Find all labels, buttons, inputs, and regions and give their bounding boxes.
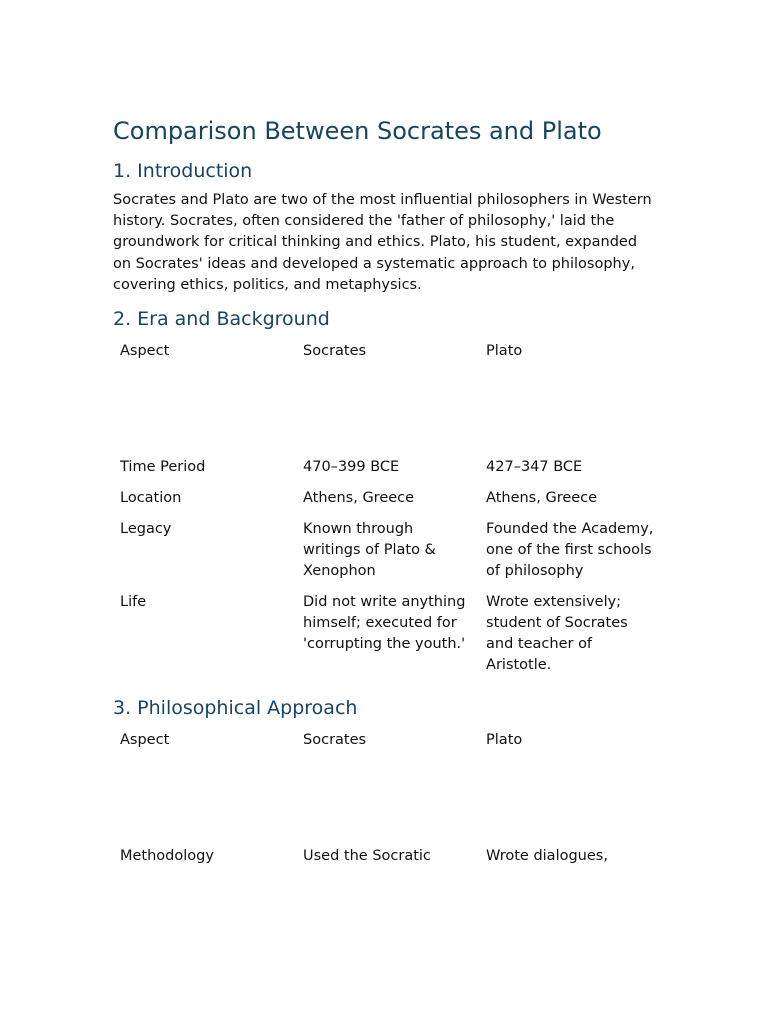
table-row	[113, 483, 656, 514]
table-cell: Wrote extensively; student of Socrates and teacher of Aristotle.	[486, 594, 628, 674]
table-cell: Athens, Greece	[486, 490, 598, 507]
approach-table	[113, 721, 656, 872]
table-cell: Used the Socratic	[303, 848, 431, 865]
table-header-cell: Socrates	[303, 732, 367, 749]
table-cell: Time Period	[120, 459, 206, 476]
introduction-paragraph: Socrates and Plato are two of the most influential philosophers in Western history. Socrates, often considered the 'father of philosophy,' laid the groundwork for critical thinking and ethics. Plato, his student, expanded on Socrates' ideas and developed a systematic approach to philosophy, covering ethics, politics, and metaphysics.	[113, 192, 652, 293]
table-cell: Wrote dialogues,	[486, 848, 608, 865]
section-heading-era: 2. Era and Background	[113, 308, 330, 331]
table-cell: Legacy	[120, 521, 172, 538]
table-header-cell: Aspect	[120, 732, 170, 749]
era-table	[113, 332, 656, 681]
table-header-cell: Aspect	[120, 343, 170, 360]
table-cell: Life	[120, 594, 147, 611]
table-cell: 427–347 BCE	[486, 459, 583, 476]
table-row	[113, 452, 656, 483]
table-cell: 470–399 BCE	[303, 459, 400, 476]
table-row	[113, 841, 656, 872]
table-cell: Did not write anything himself; executed for 'corrupting the youth.'	[303, 594, 466, 653]
table-header-row	[113, 332, 656, 452]
section-heading-introduction: 1. Introduction	[113, 160, 253, 182]
table-cell: Known through writings of Plato & Xenophon	[303, 521, 436, 580]
table-header-cell: Plato	[486, 343, 523, 360]
section-heading-philosophical-approach: 3. Philosophical Approach	[113, 697, 358, 720]
table-cell: Athens, Greece	[303, 490, 415, 507]
table-row	[113, 587, 656, 681]
table-header-cell: Plato	[486, 732, 523, 749]
table-cell: Founded the Academy, one of the first schools of philosophy	[486, 521, 654, 580]
table-header-cell: Socrates	[303, 343, 367, 360]
table-row	[113, 514, 656, 587]
document-title: Comparison Between Socrates and Plato	[113, 117, 602, 145]
table-cell: Location	[120, 490, 182, 507]
table-cell: Methodology	[120, 848, 214, 865]
table-header-row	[113, 721, 656, 841]
